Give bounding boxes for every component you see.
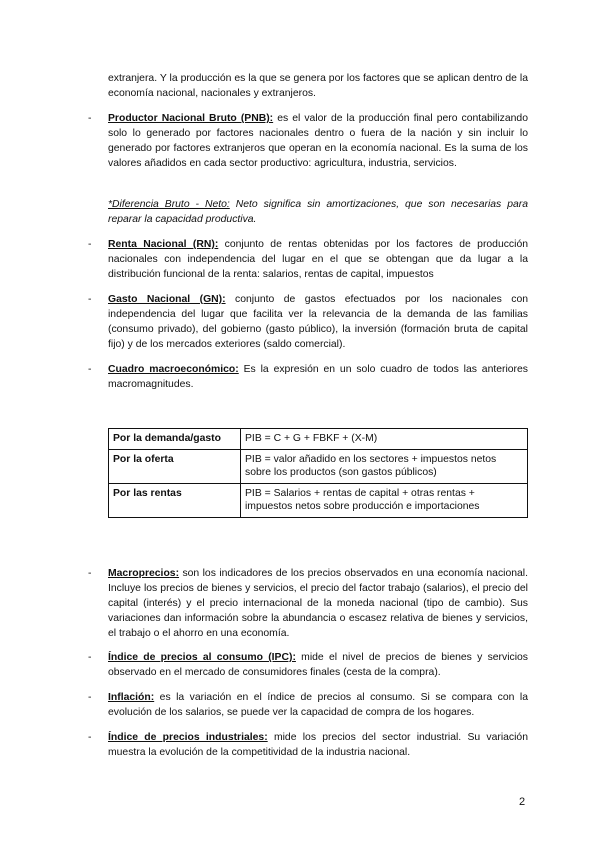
term-ipc: Índice de precios al consumo (IPC): — [108, 652, 296, 663]
table-value-cell: PIB = valor añadido en los sectores + impuestos netos sobre los productos (son gastos públicos) — [241, 450, 528, 484]
macro-table — [108, 428, 528, 518]
table-header-cell: Por la demanda/gasto — [109, 429, 241, 450]
note-bruto-neto — [108, 197, 528, 227]
intro-continuation: extranjera. Y la producción es la que se genera por los factores que se aplican dentro de la economía nacional, nacionales y extranjeros. — [108, 73, 528, 99]
table-row — [109, 484, 528, 518]
definition-cuadro — [108, 362, 528, 392]
text-ipri: mide los precios del sector industrial. Su variación muestra la evolución de la competitividad de la industria nacional. — [108, 732, 528, 758]
definition-inflacion — [108, 690, 528, 720]
table-header-cell: Por la oferta — [109, 450, 241, 484]
bullet-dash: - — [88, 732, 92, 743]
text-gn: conjunto de gastos efectuados por los nacionales con independencia del lugar que facilita ver la relevancia de la demanda de las familias (consumo privado), del gobierno (gasto público), la inversión (formación bruta de capital fijo) y de los mercados exteriores (saldo comercial). — [108, 294, 528, 350]
term-pnb: Productor Nacional Bruto (PNB): — [108, 113, 274, 124]
term-ipri: Índice de precios industriales: — [108, 732, 268, 743]
bullet-dash: - — [88, 294, 92, 305]
bullet-dash: - — [88, 364, 92, 375]
bullet-dash: - — [88, 692, 92, 703]
bullet-dash: - — [88, 239, 92, 250]
bullet-dash: - — [88, 652, 92, 663]
note-text: Neto significa sin amortizaciones, que son necesarias para reparar la capacidad productiva. — [108, 199, 528, 225]
table-header-cell: Por las rentas — [109, 484, 241, 518]
definition-pnb — [108, 111, 528, 171]
table-row — [109, 429, 528, 450]
table-value-cell: PIB = Salarios + rentas de capital + otras rentas + impuestos netos sobre producción e importaciones — [241, 484, 528, 518]
text-ipc: mide el nivel de precios de bienes y servicios observado en el mercado de consumidores finales (cesta de la compra). — [108, 652, 528, 678]
table-value-cell: PIB = C + G + FBKF + (X-M) — [241, 429, 528, 450]
definition-ipri — [108, 730, 528, 760]
definition-gn — [108, 292, 528, 352]
definition-ipc — [108, 650, 528, 680]
term-gn: Gasto Nacional (GN): — [108, 294, 226, 305]
text-cuadro: Es la expresión en un solo cuadro de todos las anteriores macromagnitudes. — [108, 364, 528, 390]
term-macroprecios: Macroprecios: — [108, 568, 180, 579]
text-rn: conjunto de rentas obtenidas por los factores de producción nacionales con independencia del lugar en el que se obtengan que da lugar a la distribución funcional de la renta: salarios, rentas de capital, impuestos — [108, 239, 528, 280]
text-pnb: es el valor de la producción final pero contabilizando solo lo generado por factores nacionales dentro o fuera de la nación y sin incluir lo generado por factores extranjeros que operan en la economía nacional. Es la suma de los valores añadidos en cada sector productivo: agricultura, industria, servicios. — [108, 113, 528, 169]
page-number: 2 — [519, 796, 526, 808]
text-inflacion: es la variación en el índice de precios al consumo. Si se compara con la evolución de los salarios, se puede ver la capacidad de compra de los hogares. — [108, 692, 528, 718]
term-rn: Renta Nacional (RN): — [108, 239, 219, 250]
bullet-dash: - — [88, 568, 92, 579]
term-cuadro: Cuadro macroeconómico: — [108, 364, 239, 375]
bullet-dash: - — [88, 113, 92, 124]
note-label: *Diferencia Bruto - Neto: — [108, 199, 230, 210]
definition-macroprecios — [108, 566, 528, 641]
text-macroprecios: son los indicadores de los precios observados en una economía nacional. Incluye los precios de bienes y servicios, el precio del factor trabajo (salarios), el precio del capital (interés) y el precio internacional de la moneda nacional (tipo de cambio). Sus variaciones dan información sobre la abundancia o escasez relativa de bienes y servicios, el trabajo o el ahorro en una economía. — [108, 568, 528, 639]
definition-rn — [108, 237, 528, 282]
term-inflacion: Inflación: — [108, 692, 155, 703]
table-row — [109, 450, 528, 484]
